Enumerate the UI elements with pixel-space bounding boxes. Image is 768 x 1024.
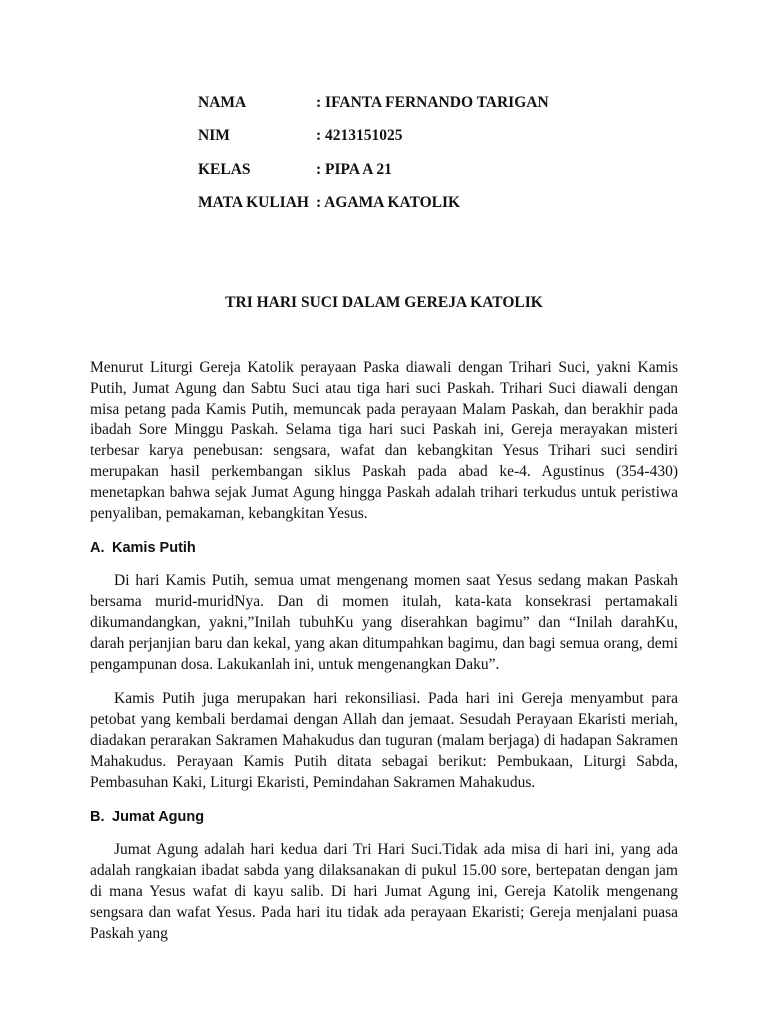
identity-label: KELAS	[198, 160, 251, 178]
identity-label: NIM	[198, 127, 230, 145]
section-heading-a	[90, 538, 678, 558]
identity-label: MATA KULIAH	[198, 193, 309, 211]
document-title: TRI HARI SUCI DALAM GEREJA KATOLIK	[225, 294, 543, 311]
section-a-paragraph-2: Kamis Putih juga merupakan hari rekonsiliasi. Pada hari ini Gereja menyambut para petobat yang kembali berdamai dengan Allah dan jemaat. Sesudah Perayaan Ekaristi meriah, diadakan perarakan Sakramen Mahakudus dan tuguran (malam berjaga) di hadapan Sakramen Mahakudus. Perayaan Kamis Putih ditata sebagai berikut: Pembukaan, Liturgi Sabda, Pembasuhan Kaki, Liturgi Ekaristi, Pemindahan Sakramen Mahakudus.	[90, 690, 678, 791]
identity-value: : IFANTA FERNANDO TARIGAN	[316, 94, 549, 111]
identity-label: NAMA	[198, 94, 247, 111]
section-b-paragraph-1: Jumat Agung adalah hari kedua dari Tri Hari Suci.Tidak ada misa di hari ini, yang ada adalah rangkaian ibadat sabda yang dilaksanakan di pukul 15.00 sore, bertepatan dengan jam di mana Yesus wafat di kayu salib. Di hari Jumat Agung ini, Gereja Katolik mengenang sengsara dan wafat Yesus. Pada hari itu tidak ada perayaan Ekaristi; Gereja menjalani puasa Paskah yang	[90, 841, 678, 942]
section-a-paragraph-1: Di hari Kamis Putih, semua umat mengenang momen saat Yesus sedang makan Paskah bersama murid-muridNya. Dan di momen itulah, kata-kata konsekrasi pertamakali dikumandangkan, yakni,”Inilah tubuhKu yang diserahkan bagimu” dan “Inilah darahKu, darah perjanjian baru dan kekal, yang akan ditumpahkan bagimu, dan bagi semua orang, demi pengampunan dosa. Lakukanlah ini, untuk mengenangkan Daku”.	[90, 572, 678, 673]
section-title: Jumat Agung	[112, 809, 205, 826]
identity-row-nim	[198, 125, 549, 158]
section-letter: B.	[90, 809, 105, 826]
identity-value: : 4213151025	[316, 127, 403, 145]
identity-value: : AGAMA KATOLIK	[316, 193, 461, 211]
section-title: Kamis Putih	[112, 540, 196, 557]
identity-row-course	[198, 192, 549, 225]
intro-paragraph: Menurut Liturgi Gereja Katolik perayaan Paska diawali dengan Trihari Suci, yakni Kamis Putih, Jumat Agung dan Sabtu Suci atau tiga hari suci Paskah. Trihari Suci diawali dengan misa petang pada Kamis Putih, memuncak pada perayaan Malam Paskah, dan berakhir pada ibadah Sore Minggu Paskah. Selama tiga hari suci Paskah ini, Gereja merayakan misteri terbesar karya penebusan: sengsara, wafat dan kebangkitan Yesus Trihari suci sendiri merupakan hasil perkembangan siklus Paskah pada abad ke-4. Agustinus (354-430) menetapkan bahwa sejak Jumat Agung hingga Paskah adalah trihari terkudus untuk peristiwa penyaliban, pemakaman, kebangkitan Yesus.	[90, 359, 678, 522]
section-letter: A.	[90, 540, 105, 557]
student-identity-block	[198, 92, 549, 225]
identity-row-name	[198, 92, 549, 125]
section-heading-b	[90, 807, 678, 827]
identity-value: : PIPA A 21	[316, 160, 392, 178]
document-body	[90, 358, 678, 944]
identity-row-class	[198, 159, 549, 192]
